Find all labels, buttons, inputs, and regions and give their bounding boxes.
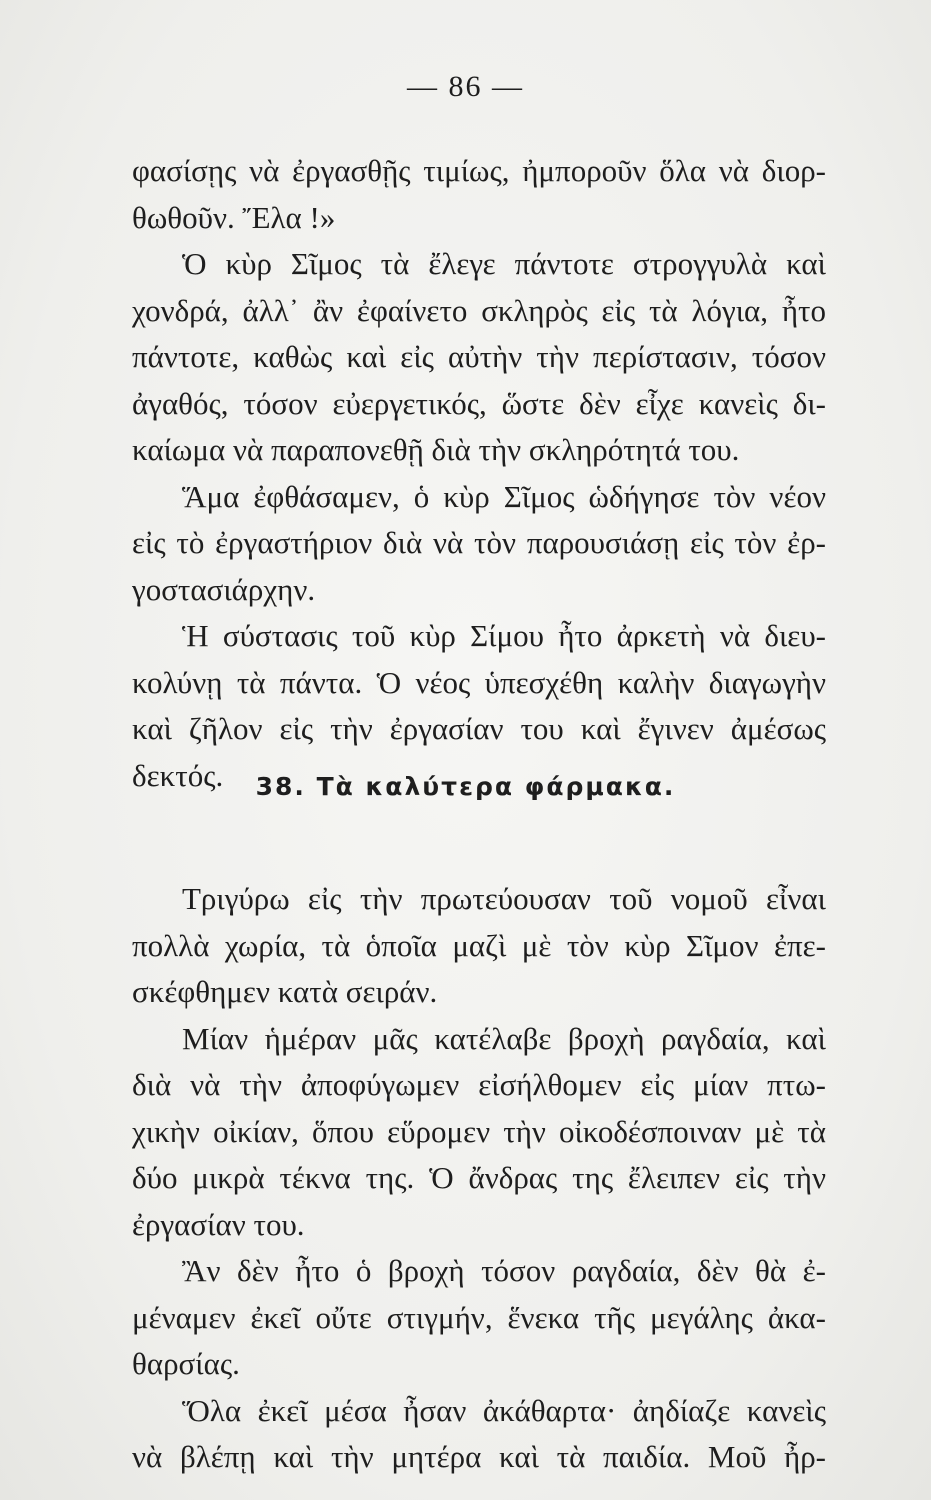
text-line: μέναμεν ἐκεῖ οὔτε στιγμήν, ἕνεκα τῆς μεγάλης ἀκα- (132, 1299, 826, 1335)
text-line: γοστασιάρχην. (132, 571, 316, 607)
text-line: χικὴν οἰκίαν, ὅπου εὕρομεν τὴν οἰκοδέσποιναν μὲ τὰ (132, 1113, 826, 1149)
text-line: Ἂν δὲν ἦτο ὁ βροχὴ τόσον ραγδαία, δὲν θὰ ἐ- (182, 1253, 826, 1288)
text-line: νὰ βλέπῃ καὶ τὴν μητέρα καὶ τὰ παιδία. Μοῦ ἦρ- (132, 1439, 826, 1474)
text-line: κολύνῃ τὰ πάντα. Ὁ νέος ὑπεσχέθη καλὴν διαγωγὴν (132, 664, 826, 700)
text-line: Ἡ σύστασις τοῦ κὺρ Σίμου ἦτο ἀρκετὴ νὰ διευ- (182, 618, 826, 653)
text-line: δεκτός. (132, 757, 224, 793)
text-line: διὰ νὰ τὴν ἀποφύγωμεν εἰσήλθομεν εἰς μίαν πτω- (132, 1067, 826, 1102)
text-line: καίωμα νὰ παραπονεθῇ διὰ τὴν σκληρότητά του. (132, 432, 740, 467)
text-line: ἀγαθός, τόσον εὐεργετικός, ὥστε δὲν εἶχε κανεὶς δι- (132, 385, 826, 421)
page-number: — 86 — (407, 70, 524, 103)
text-line: ἐργασίαν του. (132, 1206, 305, 1242)
text-line: φασίσῃς νὰ ἐργασθῇς τιμίως, ἠμποροῦν ὅλα νὰ διορ- (132, 153, 826, 188)
text-line: Μίαν ἡμέραν μᾶς κατέλαβε βροχὴ ραγδαία, καὶ (182, 1020, 826, 1056)
text-line: καὶ ζῆλον εἰς τὴν ἐργασίαν του καὶ ἔγινεν ἀμέσως (132, 711, 826, 746)
text-line: Ὁ κὺρ Σῖμος τὰ ἔλεγε πάντοτε στρογγυλὰ καὶ (182, 246, 826, 281)
text-line: Ἅμα ἐφθάσαμεν, ὁ κὺρ Σῖμος ὡδήγησε τὸν νέον (182, 478, 826, 514)
text-line: δύο μικρὰ τέκνα της. Ὁ ἄνδρας της ἔλειπεν εἰς τὴν (132, 1160, 826, 1195)
text-line: Ὅλα ἐκεῖ μέσα ἦσαν ἀκάθαρτα· ἀηδίαζε κανεὶς (182, 1392, 826, 1428)
text-line: Τριγύρω εἰς τὴν πρωτεύουσαν τοῦ νομοῦ εἶναι (182, 881, 826, 916)
text-line: θαρσίας. (132, 1346, 240, 1381)
text-line: εἰς τὸ ἐργαστήριον διὰ νὰ τὸν παρουσιάσῃ εἰς τὸν ἐρ- (132, 525, 826, 560)
text-line: πάντοτε, καθὼς καὶ εἰς αὐτὴν τὴν περίστασιν, τόσον (132, 339, 826, 374)
text-line: χονδρά, ἀλλ᾽ ἂν ἐφαίνετο σκληρὸς εἰς τὰ λόγια, ἦτο (132, 292, 826, 328)
paragraph-block-upper (132, 148, 826, 799)
text-line: πολλὰ χωρία, τὰ ὁποῖα μαζὶ μὲ τὸν κὺρ Σῖμον ἐπε- (132, 927, 826, 963)
section-heading: 38. Τὰ καλύτερα φάρμακα. (255, 772, 676, 801)
text-line: σκέφθημεν κατὰ σειράν. (132, 974, 438, 1009)
text-line: θωθοῦν. Ἔλα !» (132, 199, 336, 235)
paragraph-block-lower (132, 876, 826, 1481)
